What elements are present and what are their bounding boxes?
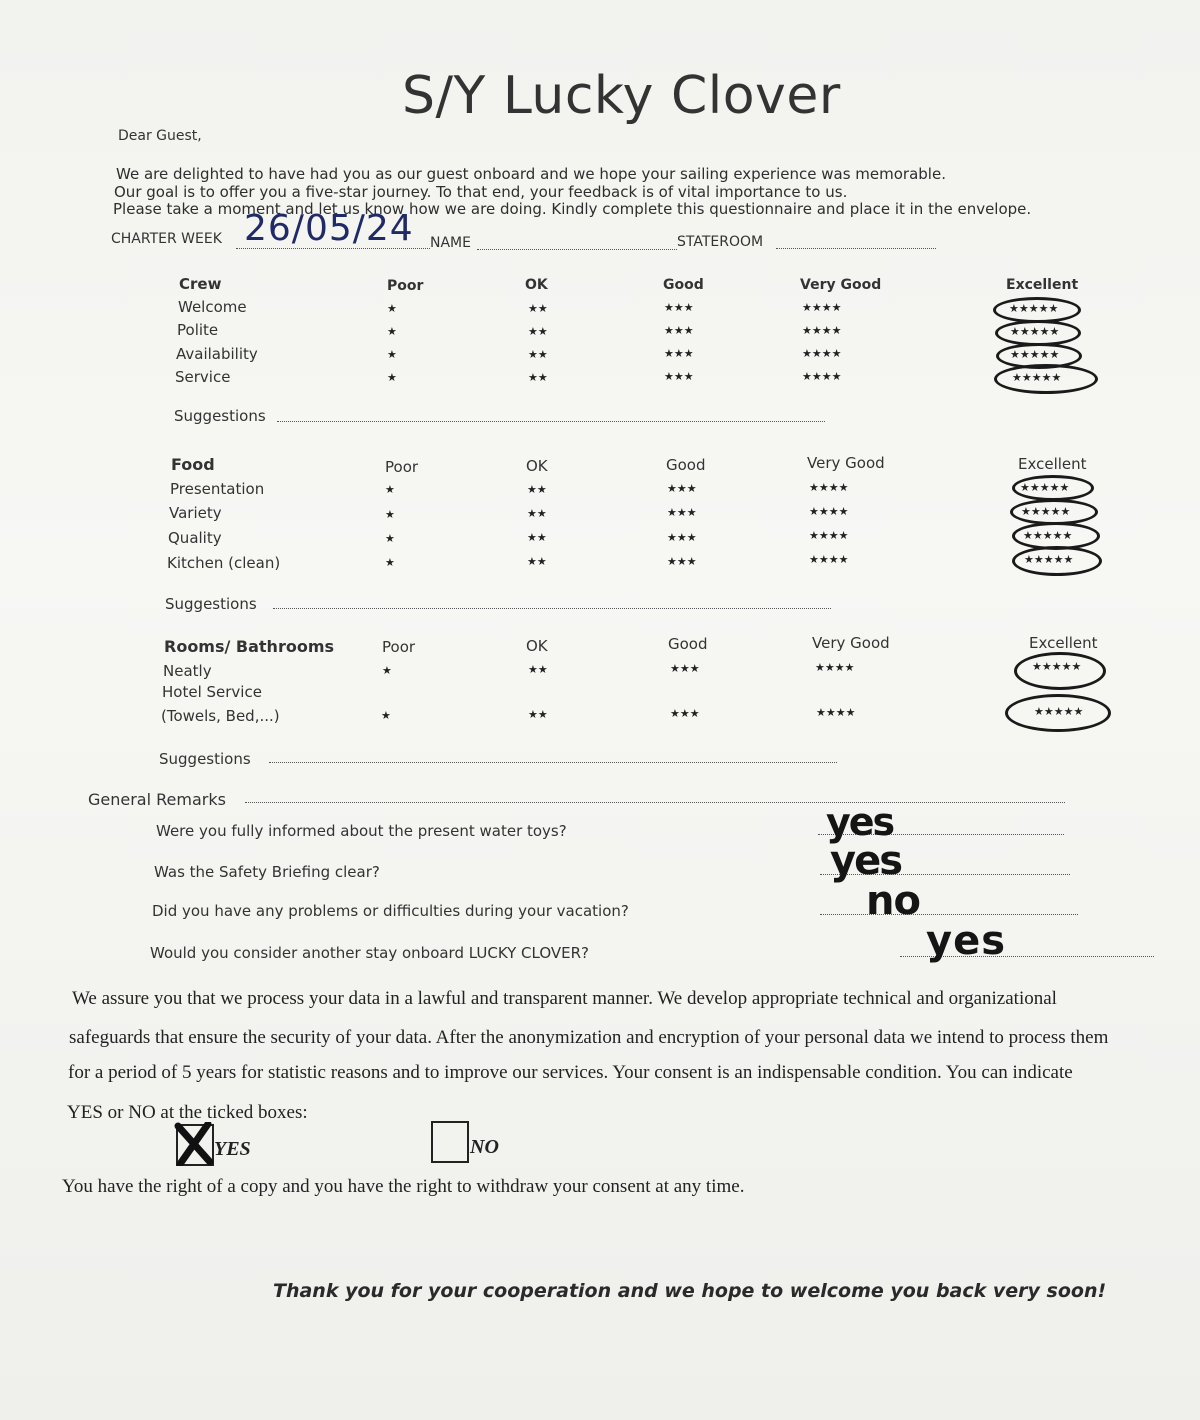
charter-week-label: CHARTER WEEK bbox=[111, 231, 222, 247]
rating-2-stars[interactable]: ★★ bbox=[528, 348, 548, 361]
crew-item-service: Service bbox=[175, 368, 231, 386]
rating-3-stars[interactable]: ★★★ bbox=[664, 301, 694, 314]
check-x-icon bbox=[174, 1122, 214, 1166]
charter-week-value[interactable]: 26/05/24 bbox=[244, 208, 414, 249]
crew-item-availability: Availability bbox=[176, 345, 258, 363]
consent-yes-label: YES bbox=[214, 1138, 251, 1160]
rooms-suggestions-label: Suggestions bbox=[159, 750, 251, 768]
answer-another-stay[interactable]: yes bbox=[926, 918, 1007, 964]
rating-1-star[interactable]: ★ bbox=[385, 556, 395, 569]
rating-1-star[interactable]: ★ bbox=[387, 325, 397, 338]
selection-circle bbox=[1012, 546, 1102, 576]
crew-section-title: Crew bbox=[179, 275, 222, 293]
rating-4-stars[interactable]: ★★★★ bbox=[809, 481, 849, 494]
answer-water-toys[interactable]: yes bbox=[826, 800, 894, 844]
intro-line-2: Our goal is to offer you a five-star journey. To that end, your feedback is of vital importance to us. bbox=[114, 183, 848, 201]
food-col-very-good: Very Good bbox=[807, 454, 885, 472]
rating-4-stars[interactable]: ★★★★ bbox=[809, 505, 849, 518]
rating-1-star[interactable]: ★ bbox=[387, 348, 397, 361]
rating-4-stars[interactable]: ★★★★ bbox=[816, 706, 856, 719]
crew-item-welcome: Welcome bbox=[178, 298, 247, 316]
rating-4-stars[interactable]: ★★★★ bbox=[815, 661, 855, 674]
rating-1-star[interactable]: ★ bbox=[382, 664, 392, 677]
intro-line-1: We are delighted to have had you as our guest onboard and we hope your sailing experience was memorable. bbox=[116, 165, 946, 183]
rooms-section-title: Rooms/ Bathrooms bbox=[164, 637, 335, 656]
rating-3-stars[interactable]: ★★★ bbox=[664, 370, 694, 383]
consent-no-label: NO bbox=[470, 1136, 499, 1158]
rating-1-star[interactable]: ★ bbox=[381, 709, 391, 722]
selection-circle bbox=[1012, 475, 1094, 501]
rating-3-stars[interactable]: ★★★ bbox=[667, 506, 697, 519]
rights-text: You have the right of a copy and you have the right to withdraw your consent at any time. bbox=[62, 1176, 745, 1197]
crew-col-good: Good bbox=[663, 277, 704, 293]
food-col-poor: Poor bbox=[385, 458, 419, 476]
food-item-quality: Quality bbox=[168, 529, 222, 547]
rating-3-stars[interactable]: ★★★ bbox=[664, 347, 694, 360]
question-problems: Did you have any problems or difficulties during your vacation? bbox=[152, 902, 629, 920]
rating-3-stars[interactable]: ★★★ bbox=[664, 324, 694, 337]
rating-2-stars[interactable]: ★★ bbox=[527, 555, 547, 568]
privacy-line-2: safeguards that ensure the security of your data. After the anonymization and encryption of your personal data we intend to process them bbox=[69, 1027, 1109, 1048]
food-suggestions-label: Suggestions bbox=[165, 595, 257, 613]
rating-4-stars[interactable]: ★★★★ bbox=[802, 324, 842, 337]
food-col-ok: OK bbox=[526, 457, 548, 475]
thanks-text: Thank you for your cooperation and we hope to welcome you back very soon! bbox=[273, 1280, 1107, 1302]
rating-3-stars[interactable]: ★★★ bbox=[667, 531, 697, 544]
rating-2-stars[interactable]: ★★ bbox=[528, 371, 548, 384]
food-col-excellent: Excellent bbox=[1018, 455, 1087, 473]
rating-5-stars[interactable]: ★★★★★ bbox=[1032, 660, 1082, 673]
crew-col-excellent: Excellent bbox=[1006, 277, 1079, 293]
rooms-col-very-good: Very Good bbox=[812, 634, 890, 652]
selection-circle bbox=[1005, 694, 1111, 732]
rating-5-stars[interactable]: ★★★★★ bbox=[1009, 302, 1059, 315]
food-col-good: Good bbox=[666, 456, 706, 474]
privacy-line-3: for a period of 5 years for statistic reasons and to improve our services. Your consent is an indispensable condition. You can indicate bbox=[68, 1062, 1073, 1083]
rating-4-stars[interactable]: ★★★★ bbox=[802, 370, 842, 383]
rating-3-stars[interactable]: ★★★ bbox=[667, 482, 697, 495]
consent-yes-checkbox[interactable] bbox=[176, 1124, 214, 1166]
consent-no-checkbox[interactable] bbox=[431, 1121, 469, 1163]
rating-4-stars[interactable]: ★★★★ bbox=[809, 553, 849, 566]
rating-2-stars[interactable]: ★★ bbox=[527, 531, 547, 544]
selection-circle bbox=[994, 364, 1098, 394]
rooms-item-neatly: Neatly bbox=[163, 662, 212, 680]
rating-3-stars[interactable]: ★★★ bbox=[670, 662, 700, 675]
answer-problems[interactable]: no bbox=[866, 878, 920, 924]
answer-safety-briefing[interactable]: yes bbox=[830, 838, 902, 884]
rating-4-stars[interactable]: ★★★★ bbox=[802, 301, 842, 314]
rating-2-stars[interactable]: ★★ bbox=[528, 302, 548, 315]
greeting: Dear Guest, bbox=[118, 128, 202, 144]
rating-5-stars[interactable]: ★★★★★ bbox=[1012, 371, 1062, 384]
rating-5-stars[interactable]: ★★★★★ bbox=[1020, 481, 1070, 494]
crew-col-ok: OK bbox=[525, 277, 548, 293]
rating-2-stars[interactable]: ★★ bbox=[527, 483, 547, 496]
crew-col-very-good: Very Good bbox=[800, 277, 882, 293]
question-another-stay: Would you consider another stay onboard LUCKY CLOVER? bbox=[150, 944, 590, 962]
rating-1-star[interactable]: ★ bbox=[387, 302, 397, 315]
food-item-variety: Variety bbox=[169, 504, 222, 522]
rooms-col-ok: OK bbox=[526, 637, 548, 655]
intro-line-3: Please take a moment and let us know how we are doing. Kindly complete this questionnaire and place it in the envelope. bbox=[113, 200, 1032, 218]
rating-4-stars[interactable]: ★★★★ bbox=[802, 347, 842, 360]
stateroom-label: STATEROOM bbox=[677, 234, 764, 250]
crew-suggestions-label: Suggestions bbox=[174, 407, 266, 425]
rating-5-stars[interactable]: ★★★★★ bbox=[1021, 505, 1071, 518]
rating-2-stars[interactable]: ★★ bbox=[527, 507, 547, 520]
rating-5-stars[interactable]: ★★★★★ bbox=[1034, 705, 1084, 718]
rating-1-star[interactable]: ★ bbox=[387, 371, 397, 384]
stateroom-field[interactable] bbox=[776, 248, 936, 249]
general-remarks-title: General Remarks bbox=[88, 790, 226, 809]
crew-col-poor: Poor bbox=[387, 278, 424, 294]
rating-1-star[interactable]: ★ bbox=[385, 483, 395, 496]
rooms-item-towels-bed: (Towels, Bed,...) bbox=[161, 707, 280, 725]
privacy-line-4: YES or NO at the ticked boxes: bbox=[67, 1102, 308, 1123]
crew-item-polite: Polite bbox=[177, 321, 219, 339]
rooms-suggestions-field[interactable] bbox=[269, 762, 837, 763]
food-section-title: Food bbox=[171, 455, 215, 474]
rooms-col-poor: Poor bbox=[382, 638, 416, 656]
rooms-col-good: Good bbox=[668, 635, 708, 653]
crew-suggestions-field[interactable] bbox=[277, 421, 825, 422]
name-field[interactable] bbox=[477, 249, 677, 250]
page-title: S/Y Lucky Clover bbox=[402, 66, 841, 126]
rooms-item-hotel-service: Hotel Service bbox=[162, 683, 262, 701]
selection-circle bbox=[1014, 652, 1106, 690]
rating-5-stars[interactable]: ★★★★★ bbox=[1010, 325, 1060, 338]
rating-1-star[interactable]: ★ bbox=[385, 508, 395, 521]
rating-2-stars[interactable]: ★★ bbox=[528, 708, 548, 721]
food-suggestions-field[interactable] bbox=[273, 608, 831, 609]
privacy-line-1: We assure you that we process your data in a lawful and transparent manner. We develop appropriate technical and organizational bbox=[72, 988, 1057, 1009]
rooms-col-excellent: Excellent bbox=[1029, 634, 1098, 652]
rating-1-star[interactable]: ★ bbox=[385, 532, 395, 545]
name-label: NAME bbox=[430, 235, 471, 251]
food-item-kitchen: Kitchen (clean) bbox=[167, 554, 281, 572]
rating-2-stars[interactable]: ★★ bbox=[528, 325, 548, 338]
rating-5-stars[interactable]: ★★★★★ bbox=[1023, 529, 1073, 542]
question-water-toys: Were you fully informed about the present water toys? bbox=[156, 822, 567, 840]
rating-5-stars[interactable]: ★★★★★ bbox=[1010, 348, 1060, 361]
rating-5-stars[interactable]: ★★★★★ bbox=[1024, 553, 1074, 566]
general-remarks-field[interactable] bbox=[245, 802, 1065, 803]
rating-3-stars[interactable]: ★★★ bbox=[667, 555, 697, 568]
rating-2-stars[interactable]: ★★ bbox=[528, 663, 548, 676]
rating-3-stars[interactable]: ★★★ bbox=[670, 707, 700, 720]
rating-4-stars[interactable]: ★★★★ bbox=[809, 529, 849, 542]
food-item-presentation: Presentation bbox=[170, 480, 265, 498]
question-safety-briefing: Was the Safety Briefing clear? bbox=[154, 863, 380, 881]
